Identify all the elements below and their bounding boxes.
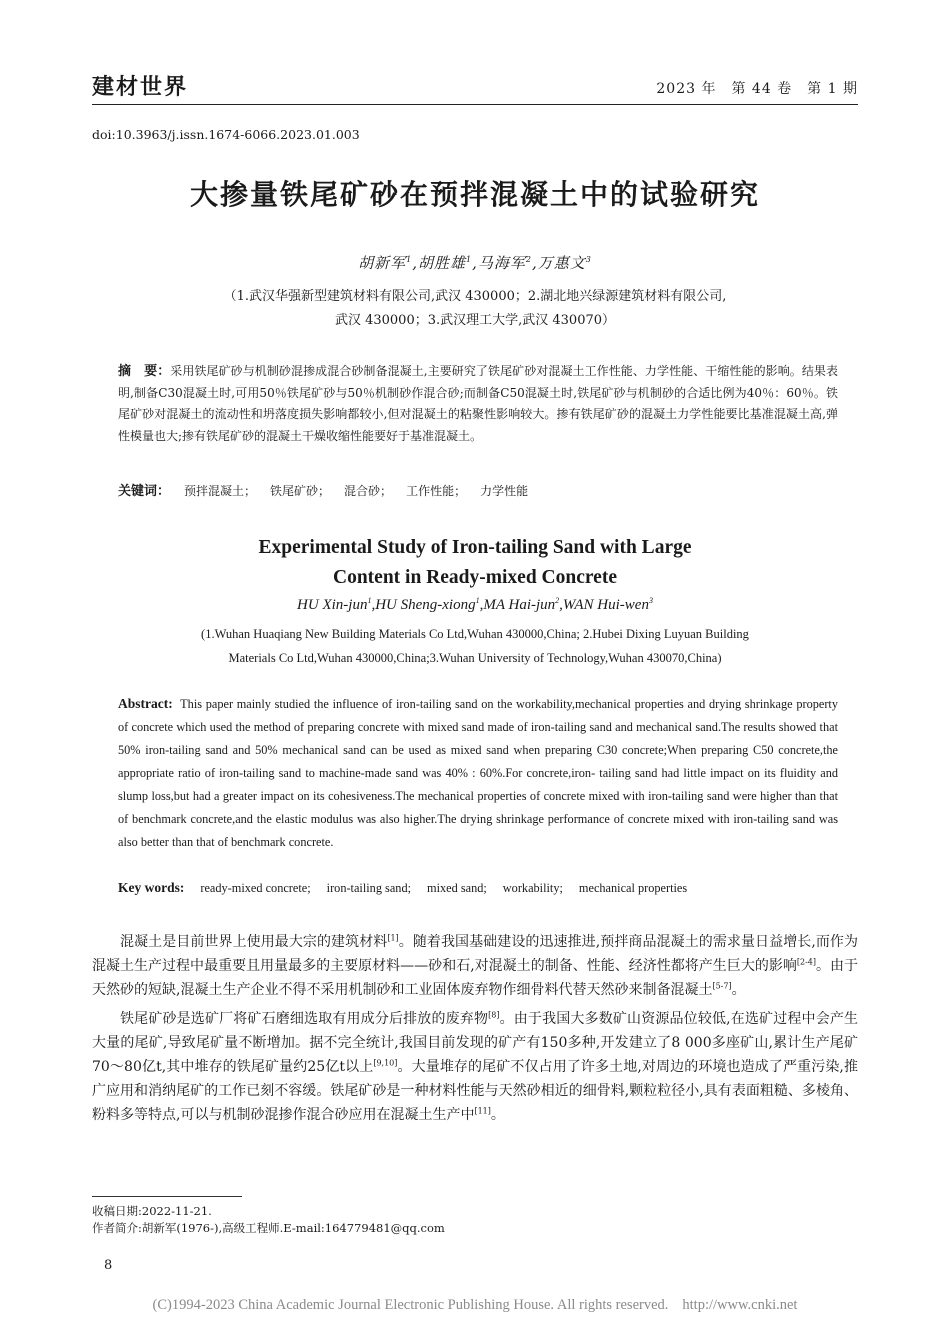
keyword-cn: 混合砂；: [344, 484, 393, 498]
title-en-line: Experimental Study of Iron-tailing Sand with Large: [258, 537, 692, 558]
abstract-en-label: Abstract:: [118, 696, 173, 711]
affiliation-line: 武汉 430000；3.武汉理工大学,武汉 430070）: [334, 313, 616, 328]
keyword-en: iron-tailing sand;: [326, 881, 412, 895]
affiliation-line: Materials Co Ltd,Wuhan 430000,China;3.Wuhan University of Technology,Wuhan 430070,China): [228, 651, 722, 665]
page-number: 8: [104, 1258, 113, 1273]
journal-name: 建材世界: [92, 75, 189, 100]
author-cn: 万惠文: [537, 254, 586, 272]
title-cn: 大掺量铁尾矿砂在预拌混凝土中的试验研究: [189, 178, 760, 211]
keywords-cn: [118, 480, 838, 499]
affiliation-line: (1.Wuhan Huaqiang New Building Materials Co Ltd,Wuhan 430000,China; 2.Hubei Dixing Luyuan Building: [201, 627, 749, 641]
body-text-run: 。随着我国基础建设的迅速推进,预拌商品混凝土的需求量日益增长,而作为混凝土生产过程中最重要且用量最多的主要原材料——砂和石,对混凝土的制备、性能、经济性都将产生巨大的影响: [92, 934, 858, 975]
author-en: MA Hai-jun: [483, 597, 556, 613]
citation: [1]: [387, 933, 399, 943]
citation: [11]: [474, 1106, 491, 1116]
author-en: HU Sheng-xiong: [375, 597, 476, 613]
affiliation-line: （1.武汉华强新型建筑材料有限公司,武汉 430000；2.湖北地兴绿源建筑材料有限公司,: [223, 289, 727, 304]
footnote-rule: [92, 1196, 242, 1197]
author-sup: 2: [525, 255, 532, 264]
body-text-run: 。由于天然砂的短缺,混凝土生产企业不得不采用机制砂和工业固体废弃物作细骨料代替天然砂来制备混凝土: [92, 958, 859, 999]
citation: [8]: [488, 1009, 500, 1019]
author-sup: 1: [466, 255, 473, 264]
body-text-run: 混凝土是目前世界上使用最大宗的建筑材料: [120, 934, 388, 950]
body-text-run: 铁尾矿砂是选矿厂将矿石磨细选取有用成分后排放的废弃物: [120, 1010, 489, 1027]
issue-info: 2023 年 第 44 卷 第 1 期: [656, 81, 858, 97]
author-sup: 1: [475, 596, 480, 605]
body-paragraph: [92, 1007, 858, 1128]
author-cn: 胡胜雄: [418, 254, 467, 272]
abstract-en-text: This paper mainly studied the influence of iron-tailing sand on the workability,mechanical properties and drying shrinkage property of concrete which used the method of preparing concrete with mixed sand made of iron-tailing sand and mechanical sand.The results showed that 50% iron-tailing sand and 50% mechanical sand can be used as mixed sand when preparing C30 concrete;When preparing C50 concrete,the appropriate ratio of iron-tailing sand to machine-made sand was 40% : 60%.For concrete,iron- tailing sand had little impact on its fluidity and slump loss,but had a greater impact on its cohesiveness.The mechanical properties of concrete mixed with iron-tailing sand were higher than that of benchmark concrete,and the elastic modulus was also higher.The drying shrinkage performance of concrete mixed with iron-tailing sand was also better than that of benchmark concrete.: [118, 697, 838, 849]
keyword-en: mechanical properties: [578, 881, 688, 895]
body-paragraph: [92, 930, 858, 1003]
affiliations-cn: [120, 285, 830, 333]
copyright-text: (C)1994-2023 China Academic Journal Electronic Publishing House. All rights reserved.: [152, 1297, 669, 1313]
authors-en: HU Xin-jun$^1$,HU Sheng-xiong$^1$,MA Hai-jun$^2$,WAN Hui-wen$^3$: [297, 596, 653, 613]
author-sup: 3: [585, 255, 592, 264]
body-text-run: 。: [490, 1107, 505, 1124]
copyright-watermark: [0, 1297, 950, 1314]
keyword-cn: 预拌混凝土；: [184, 484, 257, 498]
keyword-cn: 力学性能: [480, 484, 529, 498]
abstract-cn: [118, 361, 838, 447]
keyword-en: workability;: [502, 881, 563, 895]
body-text-run: 。由于我国大多数矿山资源品位较低,在选矿过程中会产生大量的尾矿,导致尾矿量不断增加。据不完全统计,我国目前发现的矿产有150多种,开发建立了8 000多座矿山,累计生产尾矿70～80亿t,其中堆存的铁尾矿量约25亿t以上: [92, 1010, 859, 1076]
keyword-en: mixed sand;: [427, 881, 487, 895]
author-bio: 作者简介:胡新军(1976-),高级工程师.E-mail:164779481@qq.com: [92, 1221, 445, 1235]
author-sup: 2: [555, 596, 560, 605]
citation: [9,10]: [373, 1058, 398, 1068]
footnote: [92, 1203, 445, 1237]
affiliations-en: [110, 622, 840, 670]
body-text: [92, 930, 858, 1128]
citation: [2-4]: [796, 957, 816, 967]
keyword-cn: 工作性能；: [406, 484, 467, 498]
body-text-run: 。大量堆存的尾矿不仅占用了许多土地,对周边的环境也造成了严重污染,推广应用和消纳尾矿的工作已刻不容缓。铁尾矿砂是一种材料性能与天然砂相近的细骨料,颗粒粒径小,具有表面粗糙、多棱角、粉料多等特点,可以与机制砂混掺作混合砂应用在混凝土生产中: [92, 1059, 858, 1124]
title-en-line: Content in Ready-mixed Concrete: [333, 567, 617, 588]
received-date: 收稿日期:2022-11-21.: [92, 1204, 212, 1218]
author-cn: 胡新军: [358, 254, 407, 272]
title-en: [0, 533, 950, 593]
keywords-en-label: Key words:: [118, 880, 185, 895]
author-cn: 马海军: [477, 254, 526, 272]
header-rule: [92, 104, 858, 105]
keyword-en: ready-mixed concrete;: [200, 881, 311, 895]
abstract-cn-label: 摘 要：: [118, 364, 171, 379]
keyword-cn: 铁尾矿砂；: [270, 484, 331, 498]
abstract-en: [118, 692, 838, 854]
body-text-run: 。: [731, 982, 746, 999]
abstract-cn-text: 采用铁尾矿砂与机制砂混掺成混合砂制备混凝土,主要研究了铁尾矿砂对混凝土工作性能、力学性能、干缩性能的影响。结果表明,制备C30混凝土时,可用50％铁尾矿砂与50％机制砂作混合砂;而制备C50混凝土时,铁尾矿砂与机制砂的合适比例为40％：60％。铁尾矿砂对混凝土的流动性和坍落度损失影响都较小,但对混凝土的粘聚性影响较大。掺有铁尾矿砂的混凝土力学性能要比基准混凝土高,弹性模量也大;掺有铁尾矿砂的混凝土干燥收缩性能要好于基准混凝土。: [118, 364, 838, 443]
author-sup: 3: [648, 596, 653, 605]
author-en: HU Xin-jun: [297, 597, 368, 613]
citation: [5-7]: [712, 981, 732, 991]
author-sup: 1: [367, 596, 372, 605]
cnki-url[interactable]: http://www.cnki.net: [682, 1297, 798, 1313]
keywords-en: [118, 880, 838, 896]
keywords-cn-label: 关键词：: [118, 484, 171, 499]
doi: doi:10.3963/j.issn.1674-6066.2023.01.003: [92, 127, 360, 142]
authors-cn: 胡新军$^1$,胡胜雄$^1$,马海军$^2$,万惠文$^3$: [358, 254, 592, 272]
author-en: WAN Hui-wen: [562, 597, 649, 613]
author-sup: 1: [406, 255, 413, 264]
